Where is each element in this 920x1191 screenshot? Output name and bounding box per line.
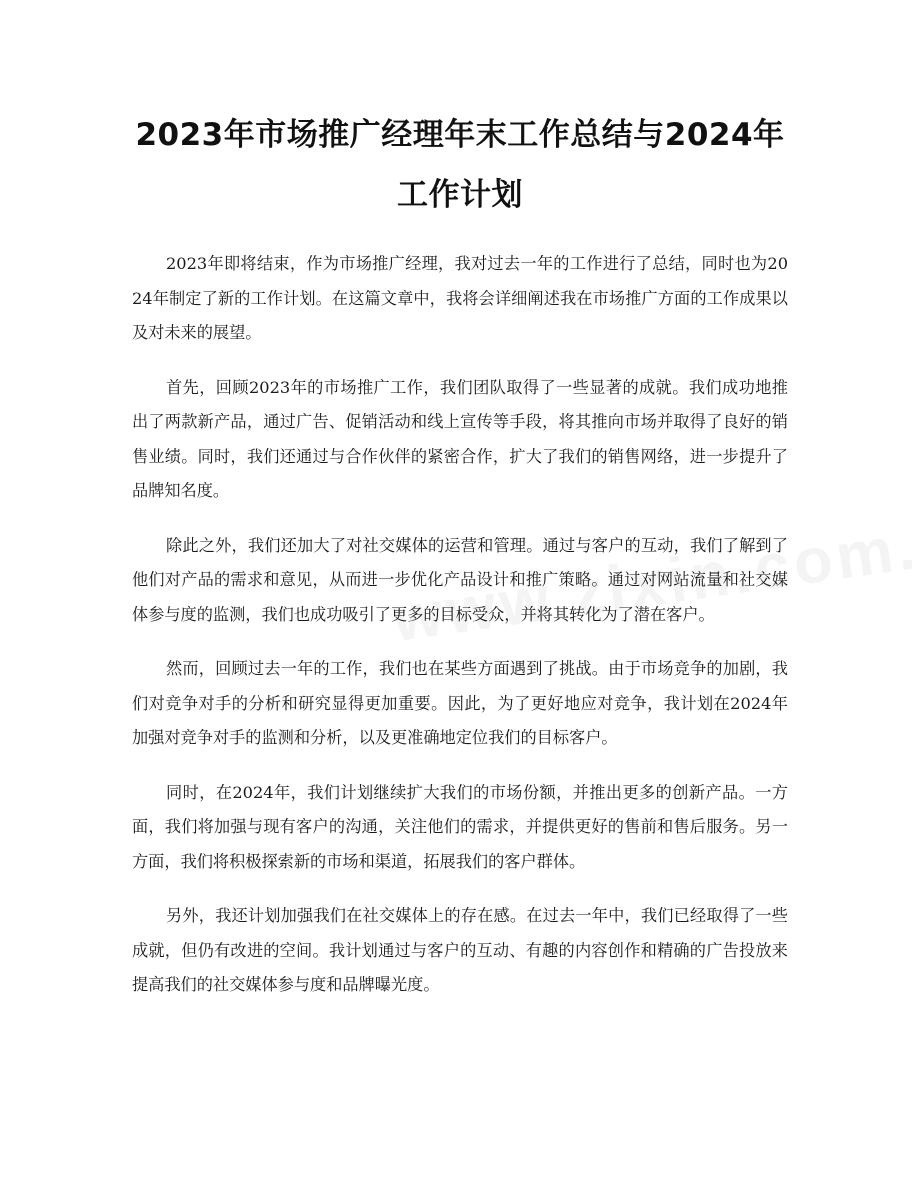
paragraph-2: 首先，回顾2023年的市场推广工作，我们团队取得了一些显著的成就。我们成功地推出了两款新产品，通过广告、促销活动和线上宣传等手段，将其推向市场并取得了良好的销售业绩。同时，我们还通过与合作伙伴的紧密合作，扩大了我们的销售网络，进一步提升了品牌知名度。: [132, 377, 788, 500]
paragraph-6: 另外，我还计划加强我们在社交媒体上的存在感。在过去一年中，我们已经取得了一些成就，但仍有改进的空间。我计划通过与客户的互动、有趣的内容创作和精确的广告投放来提高我们的社交媒体参与度和品牌曝光度。: [132, 906, 788, 994]
paragraph-3: 除此之外，我们还加大了对社交媒体的运营和管理。通过与客户的互动，我们了解到了他们对产品的需求和意见，从而进一步优化产品设计和推广策略。通过对网站流量和社交媒体参与度的监测，我们也成功吸引了更多的目标受众，并将其转化为了潜在客户。: [132, 535, 788, 624]
document-title: 2023年市场推广经理年末工作总结与2024年工作计划: [135, 117, 785, 213]
paragraph-4: 然而，回顾过去一年的工作，我们也在某些方面遇到了挑战。由于市场竞争的加剧，我们对竞争对手的分析和研究显得更加重要。因此，为了更好地应对竞争，我计划在2024年加强对竞争对手的监测和分析，以及更准确地定位我们的目标客户。: [132, 659, 788, 747]
paragraph-5: 同时，在2024年，我们计划继续扩大我们的市场份额，并推出更多的创新产品。一方面，我们将加强与现有客户的沟通，关注他们的需求，并提供更好的售前和售后服务。另一方面，我们将积极探索新的市场和渠道，拓展我们的客户群体。: [132, 782, 788, 871]
document-body: [132, 247, 788, 1023]
paragraph-1: 2023年即将结束，作为市场推广经理，我对过去一年的工作进行了总结，同时也为2024年制定了新的工作计划。在这篇文章中，我将会详细阐述我在市场推广方面的工作成果以及对未来的展望。: [132, 254, 788, 342]
